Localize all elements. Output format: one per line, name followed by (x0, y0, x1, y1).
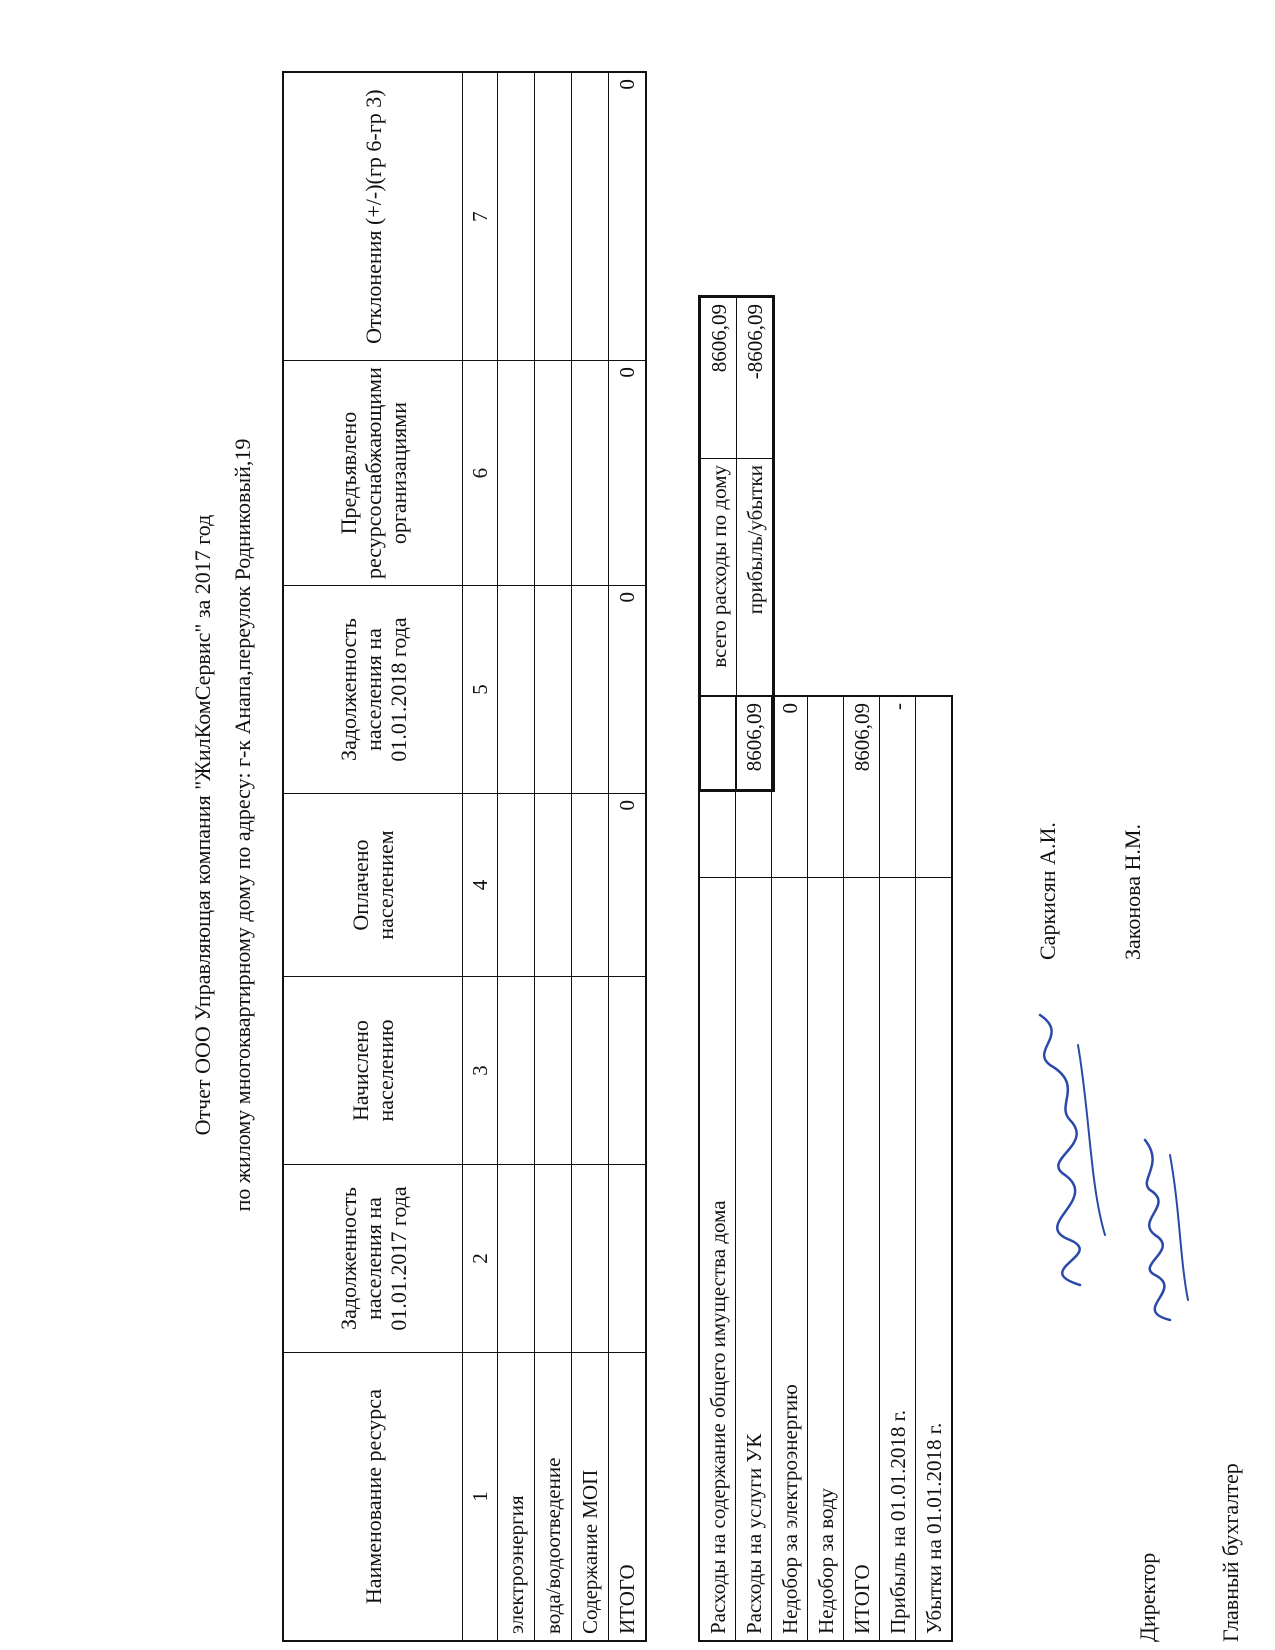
col-header-paid: Оплачено населением (283, 794, 463, 977)
cell (535, 72, 572, 361)
col-header-charged: Начислено населению (283, 977, 463, 1165)
accountant-name: Законова Н.М. (1120, 824, 1145, 960)
report-address: по жилому многоквартирному дому по адресу: г-к Анапа,переулок Родниковый,19 (230, 438, 255, 1212)
summary-table (698, 295, 775, 792)
table-row (880, 696, 916, 1641)
cell (572, 72, 609, 361)
expense-value: 8606,09 (736, 696, 772, 878)
table-row (844, 696, 880, 1641)
expense-label: Расходы на содержание общего имущества дома (699, 878, 736, 1642)
col-header-debt-2017: Задолженность населения на 01.01.2017 года (283, 1165, 463, 1353)
report-title: Отчет ООО Управляющая компания "ЖилКомСервис" за 2017 год (190, 514, 215, 1136)
expense-value (808, 696, 844, 878)
resource-name: ИТОГО (609, 1353, 647, 1642)
accountant-signature (1110, 1130, 1200, 1330)
column-number-row (463, 72, 498, 1641)
expense-label: Недобор за электроэнергию (772, 878, 808, 1642)
expense-label: Расходы на услуги УК (736, 878, 772, 1642)
cell (572, 794, 609, 977)
table-row (772, 696, 808, 1641)
cell (572, 977, 609, 1165)
summary-label: всего расходы по дому (700, 459, 737, 791)
cell (498, 1165, 535, 1353)
col-number: 2 (463, 1165, 498, 1353)
cell (572, 361, 609, 586)
col-number: 6 (463, 361, 498, 586)
cell (498, 794, 535, 977)
table-row (916, 696, 953, 1641)
resource-name: Содержание МОП (572, 1353, 609, 1642)
table-row (808, 696, 844, 1641)
col-header-deviation: Отклонения (+/-)(гр 6-гр 3) (283, 72, 463, 361)
expense-label: Убытки на 01.01.2018 г. (916, 878, 953, 1642)
resources-table (282, 71, 647, 1642)
col-number: 3 (463, 977, 498, 1165)
cell (535, 361, 572, 586)
cell: 0 (609, 361, 647, 586)
table-row (572, 72, 609, 1641)
cell: 0 (609, 72, 647, 361)
resource-name: электроэнергия (498, 1353, 535, 1642)
cell (609, 1165, 647, 1353)
expenses-table (698, 695, 953, 1642)
table-row (498, 72, 535, 1641)
cell (498, 72, 535, 361)
summary-label: прибыль/убытки (737, 459, 774, 791)
cell (535, 977, 572, 1165)
cell (609, 977, 647, 1165)
cell (498, 586, 535, 794)
table-row (736, 696, 772, 1641)
director-role: Директор (1135, 1552, 1160, 1642)
resource-name: вода/водоотведение (535, 1353, 572, 1642)
cell: 0 (609, 794, 647, 977)
expense-label: ИТОГО (844, 878, 880, 1642)
director-signature (1010, 1005, 1120, 1295)
expense-value (916, 696, 953, 878)
table-row (699, 696, 736, 1641)
cell (498, 361, 535, 586)
cell (535, 586, 572, 794)
table-row (737, 297, 774, 791)
director-name: Саркисян А.И. (1035, 822, 1060, 960)
col-header-presented: Предъявлено ресурсоснабжающими организациями (283, 361, 463, 586)
col-header-resource: Наименование ресурса (283, 1353, 463, 1642)
expense-label: Прибыль на 01.01.2018 г. (880, 878, 916, 1642)
table-row (700, 297, 737, 791)
expense-value: 0 (772, 696, 808, 878)
cell (498, 977, 535, 1165)
cell (535, 794, 572, 977)
summary-value: -8606,09 (737, 297, 774, 459)
accountant-role: Главный бухгалтер (1218, 1463, 1243, 1642)
expense-label: Недобор за воду (808, 878, 844, 1642)
col-header-debt-2018: Задолженность населения на 01.01.2018 года (283, 586, 463, 794)
col-number: 7 (463, 72, 498, 361)
summary-value: 8606,09 (700, 297, 737, 459)
cell (535, 1165, 572, 1353)
table-header-row (283, 72, 463, 1641)
expense-value: 8606,09 (844, 696, 880, 878)
col-number: 4 (463, 794, 498, 977)
table-row (535, 72, 572, 1641)
table-row-total (609, 72, 647, 1641)
col-number: 5 (463, 586, 498, 794)
cell (572, 1165, 609, 1353)
col-number: 1 (463, 1353, 498, 1642)
cell (572, 586, 609, 794)
expense-value: - (880, 696, 916, 878)
cell: 0 (609, 586, 647, 794)
